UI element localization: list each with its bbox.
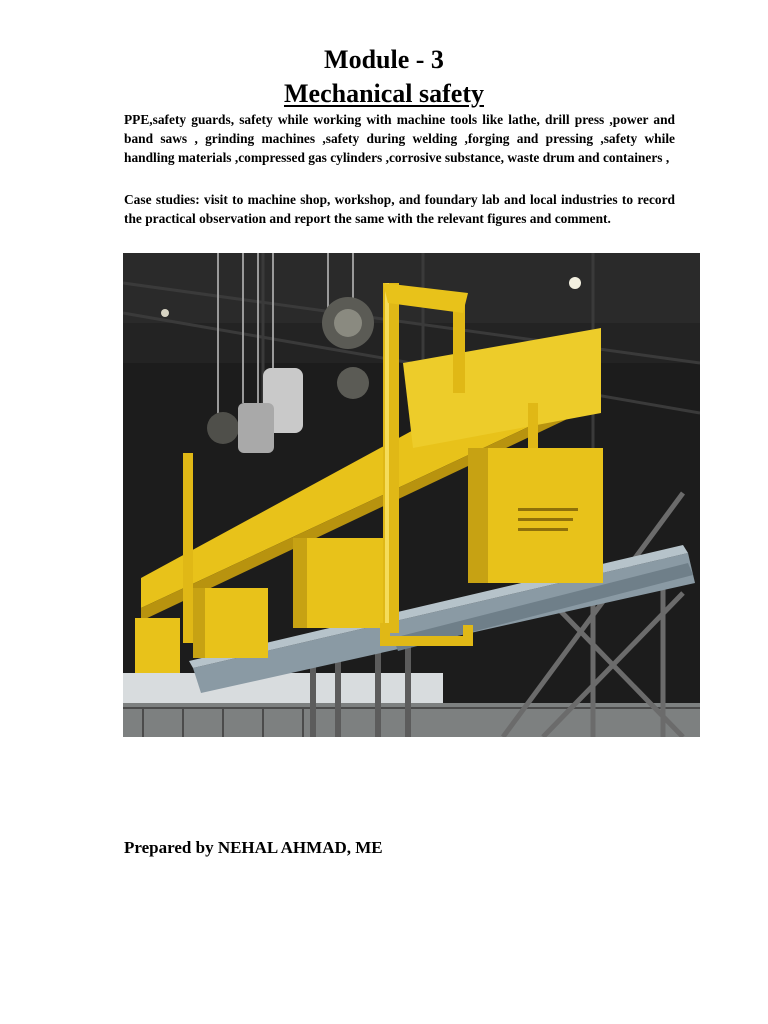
module-title: Mechanical safety: [283, 79, 484, 108]
author-credit: Prepared by NEHAL AHMAD, ME: [124, 838, 383, 857]
module-heading: Module - 3: [324, 45, 444, 74]
case-studies-paragraph: Case studies: visit to machine shop, workshop, and foundary lab and local industries to record the practical observation and report the same with the relevant figures and comment.: [124, 192, 675, 226]
lifting-beam-photo: [123, 253, 700, 737]
syllabus-paragraph: PPE,safety guards, safety while working with machine tools like lathe, drill press ,power and band saws , grinding machines ,safety during welding ,forging and pressing ,safety while handling materials ,compressed gas cylinders ,corrosive substance, waste drum and containers ,: [124, 112, 675, 165]
